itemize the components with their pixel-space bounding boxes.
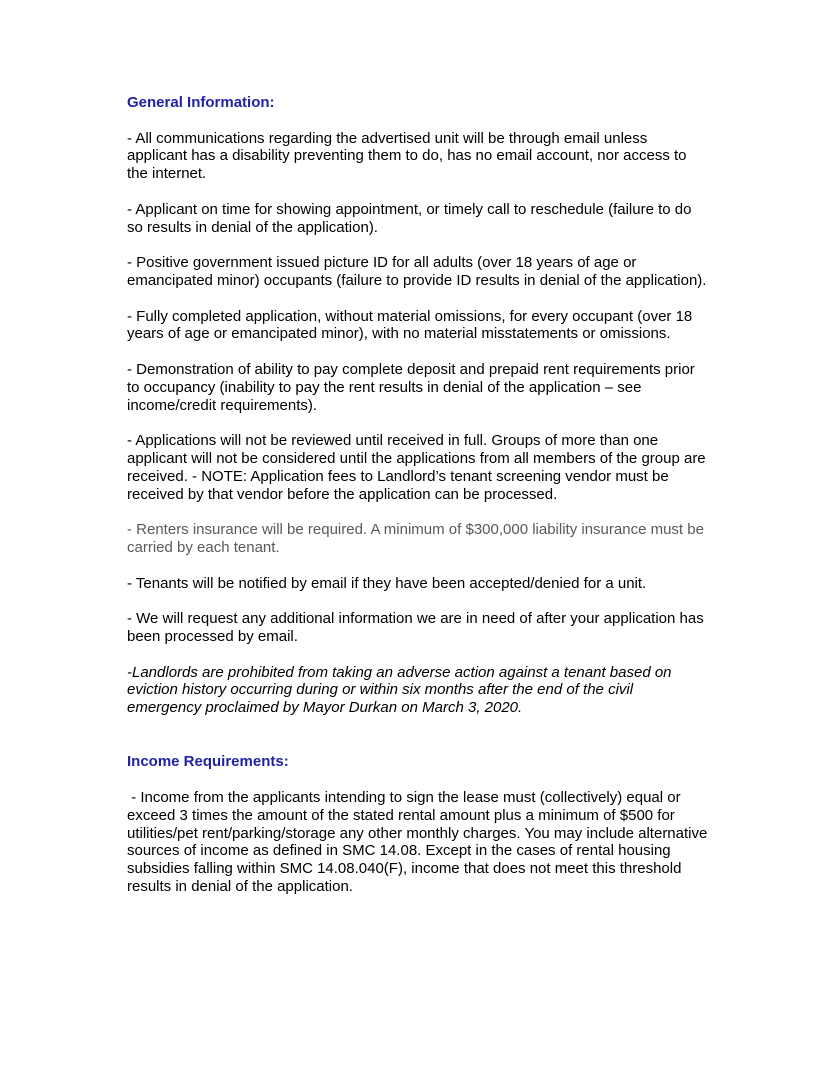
paragraph-picture-id: - Positive government issued picture ID for all adults (over 18 years of age or emancipated minor) occupants (failure to provide ID results in denial of the application). <box>127 254 707 289</box>
heading-general-information: General Information: <box>127 94 275 111</box>
paragraph-showing-appointment: - Applicant on time for showing appointment, or timely call to reschedule (failure to do so results in denial of the application). <box>127 200 696 236</box>
paragraph-income-threshold: - Income from the applicants intending to sign the lease must (collectively) equal or exceed 3 times the amount of the stated rental amount plus a minimum of $500 for utilities/pet rent/parking/storage any other monthly charges. You may include alternative sources of income as defined in SMC 14.08. Except in the cases of rental housing subsidies falling within SMC 14.08.040(F), income that does not meet this threshold results in denial of the application. <box>127 789 712 896</box>
section-income-requirements <box>127 753 712 896</box>
document-content <box>127 94 712 914</box>
paragraph-completed-application: - Fully completed application, without material omissions, for every occupant (over 18 years of age or emancipated minor), with no material misstatements or omissions. <box>127 307 697 343</box>
paragraph-renters-insurance: - Renters insurance will be required. A minimum of $300,000 liability insurance must be carried by each tenant. <box>127 521 709 556</box>
paragraph-applications-review: - Applications will not be reviewed until received in full. Groups of more than one applicant will not be considered until the applications from all members of the group are received. - NOTE: Application fees to Landlord’s tenant screening vendor must be received by that vendor before the application can be processed. <box>127 432 710 503</box>
paragraph-additional-information: - We will request any additional information we are in need of after your application has been processed by email. <box>127 610 708 645</box>
paragraph-communications: - All communications regarding the advertised unit will be through email unless applicant has a disability preventing them to do, has no email account, nor access to the internet. <box>127 129 691 183</box>
section-general-information <box>127 94 709 717</box>
paragraph-tenant-notification: - Tenants will be notified by email if they have been accepted/denied for a unit. <box>127 574 647 592</box>
paragraph-deposit-ability: - Demonstration of ability to pay complete deposit and prepaid rent requirements prior to occupancy (inability to pay the rent results in denial of the application – see income/credit requirements). <box>127 360 699 414</box>
paragraph-eviction-history-notice: -Landlords are prohibited from taking an adverse action against a tenant based on eviction history occurring during or within six months after the end of the civil emergency proclaimed by Mayor Durkan on March 3, 2020. <box>127 663 676 717</box>
heading-income-requirements: Income Requirements: <box>127 753 289 771</box>
